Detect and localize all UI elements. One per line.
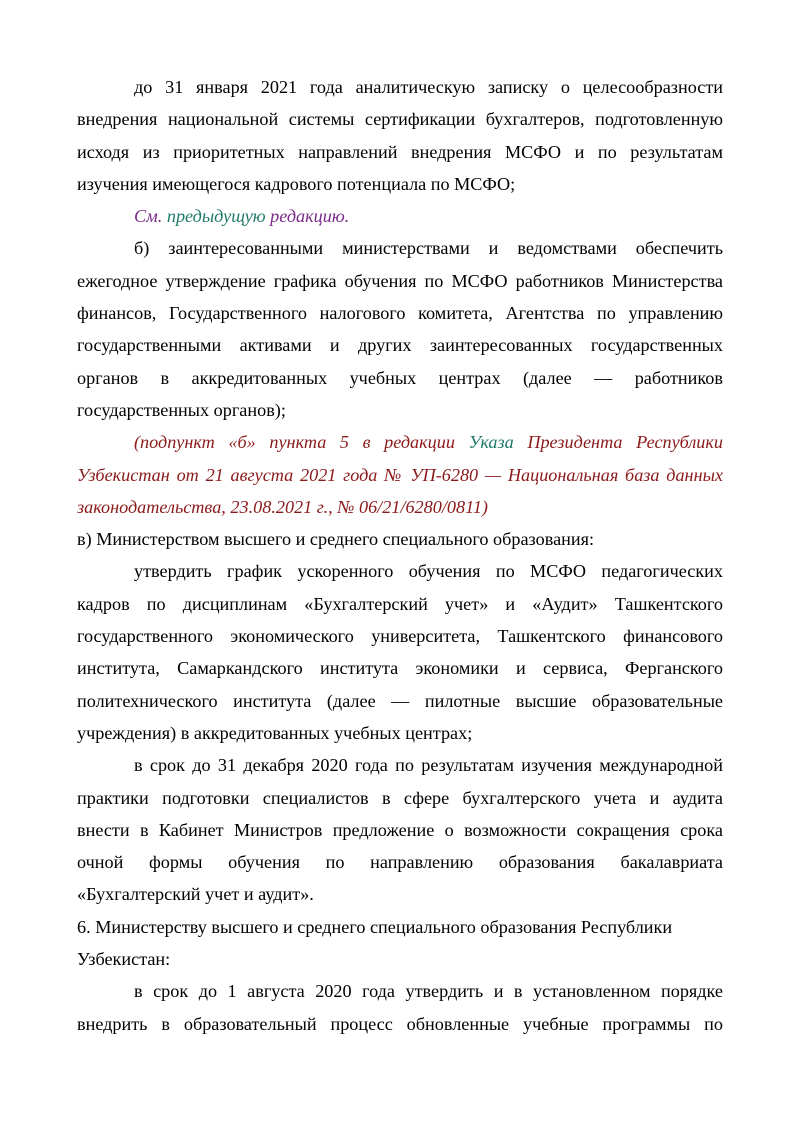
text-line: практики подготовки специалистов в сфере бухгалтерского учета и аудита <box>77 787 723 808</box>
text-line: политехнического института (далее — пилотные высшие образовательные <box>77 690 723 711</box>
text-line: внедрения национальной системы сертификации бухгалтеров, подготовленную <box>77 109 723 130</box>
text-line: государственного экономического университета, Ташкентского финансового <box>77 626 723 647</box>
paragraph-analytic-note <box>77 71 723 200</box>
decree-link[interactable]: Указа <box>468 432 514 453</box>
paragraph-international-practice <box>77 749 723 910</box>
text-line: утвердить график ускоренного обучения по МСФО педагогических <box>134 561 723 582</box>
paragraph-item-6 <box>77 911 723 976</box>
note-text: Президента Республики <box>527 432 723 453</box>
text-line: до 31 января 2021 года аналитическую записку о целесообразности <box>134 77 723 97</box>
document-body <box>77 71 723 1040</box>
text-line: кадров по дисциплинам «Бухгалтерский учет» и «Аудит» Ташкентского <box>77 593 723 614</box>
paragraph-subclause-v: в) Министерством высшего и среднего специального образования: <box>77 529 595 550</box>
edition-label: редакцию. <box>270 206 350 227</box>
text-line: б) заинтересованными министерствами и ведомствами обеспечить <box>134 238 723 259</box>
paragraph-subclause-b <box>77 232 723 426</box>
text-line: учреждения) в аккредитованных учебных центрах; <box>77 722 473 743</box>
text-line: «Бухгалтерский учет и аудит». <box>77 884 314 905</box>
note-text: (подпункт «б» пункта 5 в редакции <box>134 432 455 453</box>
text-line: 6. Министерству высшего и среднего специального образования Республики <box>77 916 673 937</box>
paragraph-training-schedule <box>77 555 723 749</box>
text-line: финансов, Государственного налогового комитета, Агентства по управлению <box>77 303 723 324</box>
previous-edition-link[interactable]: предыдущую <box>166 206 266 227</box>
edition-note <box>77 426 723 523</box>
note-line: Узбекистан от 21 августа 2021 года № УП-6280 — Национальная база данных <box>77 464 723 485</box>
text-line: в срок до 1 августа 2020 года утвердить и в установленном порядке <box>134 981 723 1002</box>
text-line: исходя из приоритетных направлений внедрения МСФО и по результатам <box>77 141 723 162</box>
text-line: внедрить в образовательный процесс обновленные учебные программы по <box>77 1013 723 1034</box>
text-line: внести в Кабинет Министров предложение о возможности сокращения срока <box>77 819 723 840</box>
paragraph-curricula <box>77 975 723 1040</box>
text-line: Узбекистан: <box>77 949 171 970</box>
text-line: ежегодное утверждение графика обучения по МСФО работников Министерства <box>77 270 723 291</box>
text-line: государственных органов); <box>77 399 286 420</box>
text-line: института, Самаркандского института экономики и сервиса, Ферганского <box>77 658 723 679</box>
see-previous-edition <box>77 200 723 232</box>
text-line: в срок до 31 декабря 2020 года по результатам изучения международной <box>134 755 723 776</box>
see-label: См. <box>134 206 163 227</box>
text-line: изучения имеющегося кадрового потенциала по МСФО; <box>77 173 516 194</box>
text-line: органов в аккредитованных учебных центрах (далее — работников <box>77 367 723 388</box>
note-line <box>77 426 723 458</box>
text-line: государственными активами и других заинтересованных государственных <box>77 335 723 356</box>
text-line: очной формы обучения по направлению образования бакалавриата <box>77 852 723 873</box>
note-line: законодательства, 23.08.2021 г., № 06/21/6280/0811) <box>77 496 488 517</box>
